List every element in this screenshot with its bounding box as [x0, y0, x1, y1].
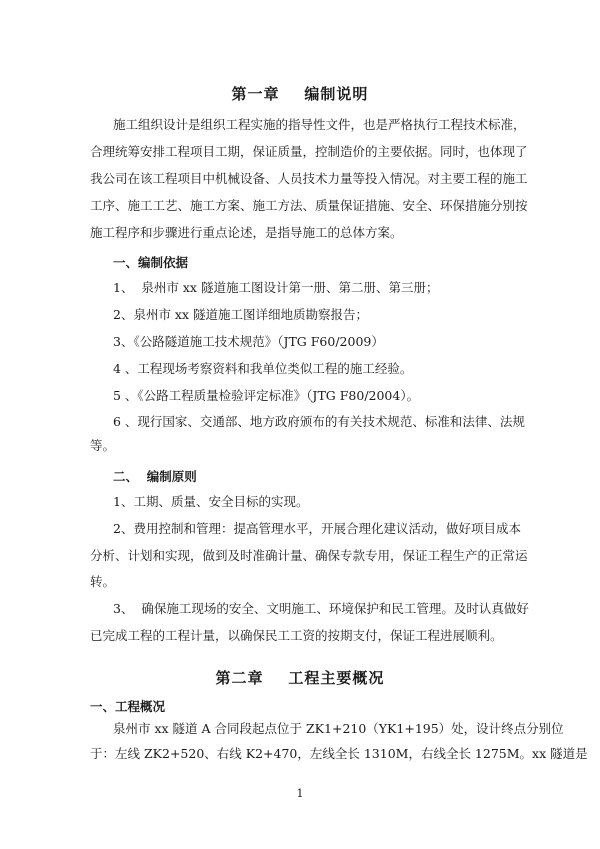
principle-item-2-cont-2: 转。 [90, 574, 116, 589]
chapter-2-title: 第二章 工程主要概况 [215, 669, 385, 687]
principle-item-2-cont-1: 分析、计划和实现，做到及时准确计量、确保专款专用，保证工程生产的正常运 [90, 548, 528, 563]
basis-item-1: 1、 泉州市 xx 隧道施工图设计第一册、第二册、第三册； [113, 280, 439, 295]
basis-item-2: 2、泉州市 xx 隧道施工图详细地质勘察报告； [113, 307, 368, 322]
overview-line-2: 于：左线 ZK2+520、右线 K2+470，左线全长 1310M，右线全长 1275M。xx 隧道是 [90, 746, 588, 761]
intro-line-2: 合理统筹安排工程项目工期，保证质量，控制造价的主要依据。同时，也体现了 [90, 144, 528, 159]
principle-item-3-cont: 已完成工程的工程计量，以确保民工工资的按期支付，保证工程进展顺利。 [90, 628, 503, 643]
intro-line-5: 施工程序和步骤进行重点论述，是指导施工的总体方案。 [90, 225, 403, 240]
section-principles-title: 二、 编制原则 [113, 469, 197, 484]
intro-line-4: 工序、施工工艺、施工方案、施工方法、质量保证措施、安全、环保措施分别按 [90, 198, 528, 213]
intro-line-1: 施工组织设计是组织工程实施的指导性文件，也是严格执行工程技术标准， [113, 117, 526, 132]
basis-item-6-cont: 等。 [90, 438, 116, 453]
basis-item-3: 3、《公路隧道施工技术规范》（JTG F60/2009） [113, 334, 384, 349]
chapter-1-title: 第一章 编制说明 [231, 85, 369, 103]
page-number: 1 [296, 787, 304, 800]
intro-line-3: 我公司在该工程项目中机械设备、人员技术力量等投入情况。对主要工程的施工 [90, 171, 528, 186]
principle-item-1: 1、工期、质量、安全目标的实现。 [113, 494, 309, 509]
principle-item-3: 3、 确保施工现场的安全、文明施工、环境保护和民工管理。及时认真做好 [113, 601, 529, 616]
overview-line-1: 泉州市 xx 隧道 A 合同段起点位于 ZK1+210（YK1+195）处，设计终点分别位 [113, 721, 564, 736]
basis-item-5: 5 、《公路工程质量检验评定标准》（JTG F80/2004）。 [113, 388, 420, 403]
basis-item-4: 4 、工程现场考察资料和我单位类似工程的施工经验。 [113, 361, 413, 376]
section-overview-title: 一、工程概况 [90, 699, 166, 714]
principle-item-2: 2、费用控制和管理：提高管理水平，开展合理化建议活动，做好项目成本 [113, 521, 521, 536]
basis-item-6: 6 、现行国家、交通部、地方政府颁布的有关技术规范、标准和法律、法规 [113, 414, 525, 429]
section-basis-title: 一、编制依据 [113, 255, 189, 270]
